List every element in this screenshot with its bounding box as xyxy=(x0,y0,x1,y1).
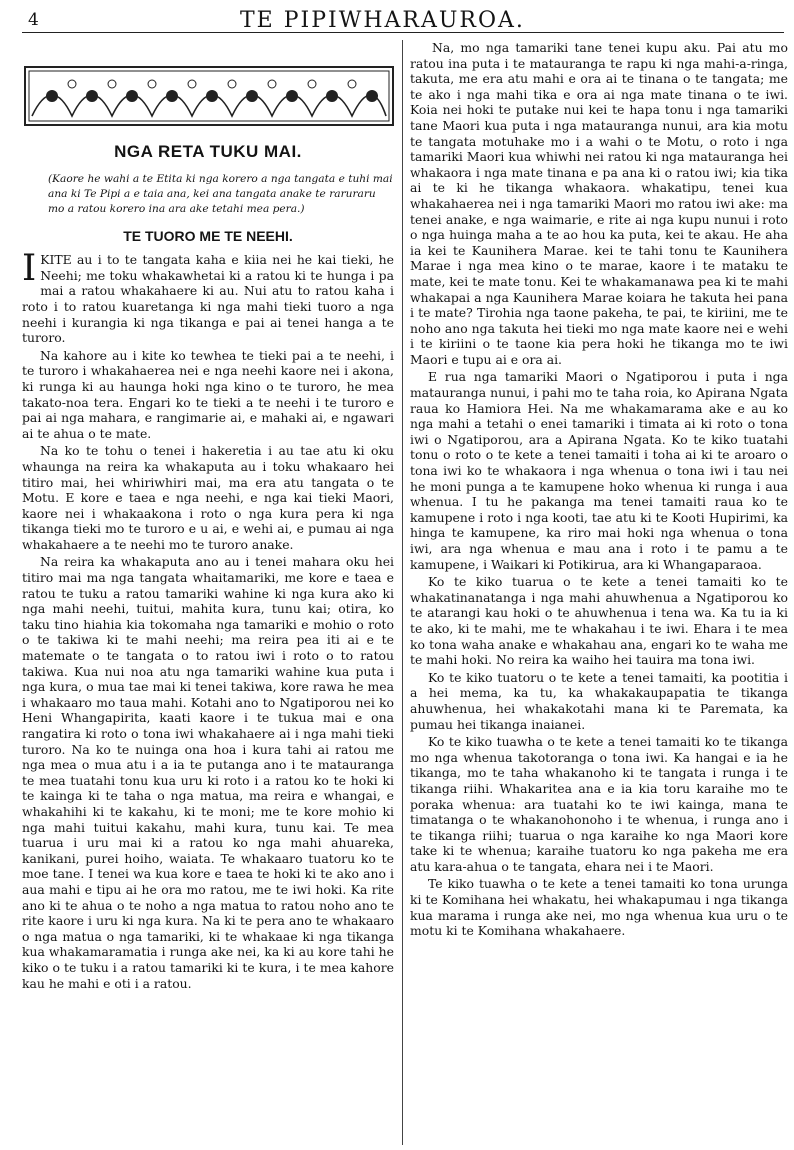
paragraph: Na reira ka whakaputa ano au i tenei mahara oku hei titiro mai ma nga tangata whaitamariki, me kore e taea e ratou te tuku a ratou tamariki wahine ki nga kura ako ki nga mahi neehi, tuitui, mahita kura, tunu kai; otira, ko taku tino hiahia kia tokomaha nga tamariki e mohio o roto o te takiwa ki te mahi neehi; ma reira pea iti ai e te matemate o te tangata o to ratou iwi i roto o to ratou takiwa. Kua nui noa atu nga tamariki wahine kua puta i nga kura, o mua tae mai ki tenei takiwa, kore rawa he mea i whakaaro mo taua mahi. Kotahi ano to Ngatiporou nei ko Heni Whangapirita, kaati kaore i te tukua mai e ona rangatira ki roto o tona iwi whakahaere ai i nga mahi tieki turoro. Na ko te nuinga ona hoa i kura tahi ai ratou me nga mea o mua atu i a ia te putanga ano i te matauranga te mea tuatahi tonu kua uru ki roto i a ratou ko te hoki ki te kainga ki te taha o nga matua, ma reira e whangai, e whakahihi ki te kakahu, ki te moni; me te kore mohio ki nga mahi tuitui kakahu, mahi kura, tunu kai. Te mea tuarua i uru mai ki a ratou ko nga mahi ahuareka, kanikani, purei hoiho, waiata. Te whakaaro tuatoru ko te moe tane. I tenei wa kua kore e taea te hoki ki te ako ano i aua mahi e tipu ai he ora mo ratou, me te iwi hoki. Ka rite ano ki te ahua o te noho a nga matua to ratou noho ano te rite kaore i uru ki nga kura. Na ki te pera ano te whakaaro o nga matua o nga tamariki, ki te whakaae ki nga tikanga kua whakamaramatia i runga ake nei, ka ki au kore tahi he kiko o te tuku i a ratou tamariki ki te kura, i te mea kahore kau he mahi e oti i a ratou. xyxy=(22,554,394,991)
column-divider xyxy=(402,40,403,1145)
right-column xyxy=(410,40,788,941)
page-number: 4 xyxy=(28,10,39,30)
paragraph: Na kahore au i kite ko tewhea te tieki pai a te neehi, i te turoro i whakahaerea nei e nga neehi kaore nei i akona, ki runga ki au haunga hoki nga kino o te turoro, he mea takato-noa tera. Engari ko te tieki a te neehi i te turoro e pai ai nga mahara, e rangimarie ai, e mahaki ai, e ngawari ai te ahua o te mate. xyxy=(22,347,394,441)
drop-cap: I xyxy=(22,248,37,290)
newspaper-title: TE PIPIWHARAUROA. xyxy=(240,8,525,33)
paragraph: IKITE au i to te tangata kaha e kiia nei he kai tieki, he Neehi; me toku whakawhetai ki a ratou ki te hunga i pa mai a ratou whakahaere ki au. Nui atu to ratou kaha i roto i to ratou kuaretanga ki nga mahi tieki tuoro a nga neehi i kurangia ki nga tikanga e pai ai tenei hanga a te turoro. xyxy=(22,248,394,346)
paragraph: Ko te kiko tuawha o te kete a tenei tamaiti ko te tikanga mo nga whenua takotoranga o tona iwi. Ka hangai e ia he tikanga, mo te taha whakanoho ki te tangata i runga i te tikanga riihi. Whakaritea ana e ia kia toru karaihe mo te poraka whenua: ara tuatahi ko te iwi kainga, mana te timatanga o te whakanohonoho i te whenua, i runga ano i te tikanga riihi; tuarua o nga karaihe ko nga Maori kore take ki te whenua; karaihe tuatoru ko nga pakeha me era atu kara-ahua o te tangata, ehara nei i te Maori. xyxy=(410,734,788,874)
paragraph: Ko te kiko tuatoru o te kete a tenei tamaiti, ka pootitia i a hei mema, ka tu, ka whakakaupapatia te tikanga ahuwhenua, hei whakakotahi mana ki te Paremata, ka pumau hei tikanga inaianei. xyxy=(410,669,788,732)
paragraph: E rua nga tamariki Maori o Ngatiporou i puta i nga matauranga nunui, i pahi mo te taha roia, ko Apirana Ngata raua ko Hamiora Hei. Na me whakamarama ake e au ko nga mahi a tetahi o enei tamariki i timata ai ki roto o tona iwi o Ngatiporou, ara a Apirana Ngata. Ko te kiko tuatahi tonu o roto o te kete a tenei tamaiti i toha ai ki te aroaro o tona iwi ko te whakaora i nga whenua o tona iwi i tau nei he moni punga a te kamupene hoko whenua ki runga i aua whenua. I tu he pakanga ma tenei tamaiti raua ko te kamupene i roto i nga kooti, tae atu ki te Kooti Hupirimi, ka hinga te kamupene, ka riro mai hoki nga whenua o tona iwi, ara nga whenua e mau ana i roto i te pamu a te kamupene, i Waikari ki Potikirua, ara ki Whangaparaoa. xyxy=(410,369,788,572)
article-title: NGA RETA TUKU MAI. xyxy=(114,142,302,161)
decorative-banner xyxy=(24,66,394,126)
paragraph: Na ko te tohu o tenei i hakeretia i au tae atu ki oku whaunga na reira ka whakaputa au i toku whakaaro hei titiro mai, hei whiriwhiri mai, ma era atu tangata o te Motu. E kore e taea e nga neehi, e nga kai tieki Maori, kaore nei i whakaakona i roto o nga kura pera ki nga tikanga tieki mo te turoro e u ai, e wehi ai, e pumau ai nga whakahaere a te neehi mo te turoro anake. xyxy=(22,443,394,552)
paragraph: Ko te kiko tuarua o te kete a tenei tamaiti ko te whakatinanatanga i nga mahi ahuwhenua a Ngatiporou ko te atarangi kau hoki o te ahuwhenua i tena wa. Ka tu ia ki te ako, ki te mahi, me te whakahau i te iwi. Ehara i te mea ko tona waha anake e whakahau ana, engari ko te waha me te mahi hoki. No reira ka waiho hei tauira ma tona iwi. xyxy=(410,574,788,668)
page-header xyxy=(0,6,794,32)
editor-note: (Kaore he wahi a te Etita ki nga korero a nga tangata e tuhi mai ana ki Te Pipi a e taia ana, kei ana tangata anake te raruraru mo a ratou korero ina ara ake tetahi mea pera.) xyxy=(48,172,393,215)
left-column xyxy=(22,142,394,993)
paragraph: Na, mo nga tamariki tane tenei kupu aku. Pai atu mo ratou ina puta i te matauranga te rapu ki nga mahi-a-ringa, takuta, me era atu mahi e ora ai te tinana o te tangata; me te ako i nga mahi tika e ora ai nga mate tinana o te iwi. Koia nei hoki te putake nui kei te hapa tonu i nga tamariki tane Maori kua puta i nga matauranga nunui, ara kia motu te tangata motuhake mo i a wahi o te Motu, o roto i nga tamariki Maori kua whiwhi nei ratou ki nga matauranga hei whakaora i nga mate tinana e pa ana ki o ratou iwi; kia tika ai te ki he tikanga whakaora. whakatipu, tenei kua whakahaerea nei i nga tamariki Maori mo ratou iwi ake: ma tenei anake, e nga waimarie, e rite ai nga kupu nunui i roto o nga huinga maha a te ao hou ka puta, kei te akau. He aha ia kei te Kaunihera Marae. kei te tahi tonu te Kaunihera Marae i nga mea kino o te marae, kaore i te mataku te mate, kei te mate tonu. Kei te whakamanawa pea ki te mahi whakapai a nga Kaunihera Marae koiara he takuta hei pana i te mate? Tirohia nga taone pakeha, te pai, te kiriini, me te noho ano nga takuta hei tieki mo nga mate kaore nei e wehi i te kiriini o te taone kia pera hoki he tikanga mo te iwi Maori e tupu ai e ora ai. xyxy=(410,40,788,367)
letter-subtitle: TE TUORO ME TE NEEHI. xyxy=(123,227,293,244)
header-rule xyxy=(22,32,784,33)
paragraph: Te kiko tuawha o te kete a tenei tamaiti ko tona urunga ki te Komihana hei whakatu, hei whakapumau i nga tikanga kua marama i runga ake nei, mo nga whenua kua uru o te motu ki te Komihana whakahaere. xyxy=(410,876,788,939)
